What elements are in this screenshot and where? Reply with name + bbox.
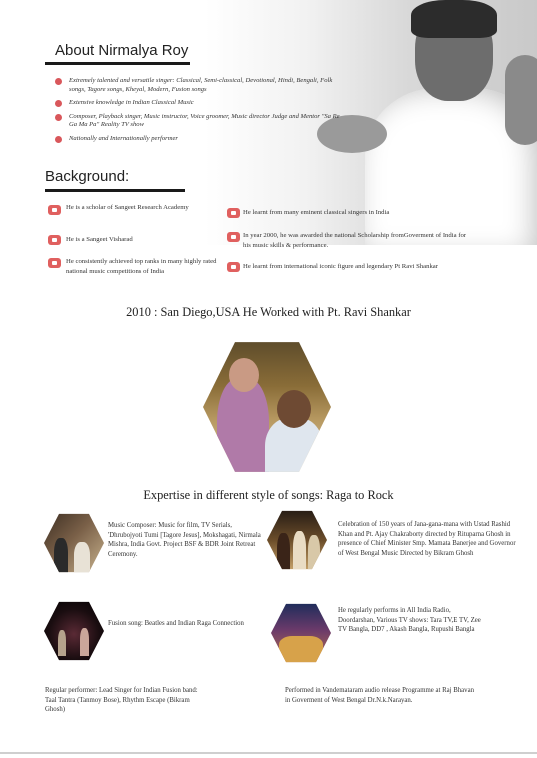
music-badge-icon [48,235,61,245]
tv-show-photo [271,602,331,664]
bullet-icon [55,114,62,121]
about-list [55,77,345,149]
music-badge-icon [227,208,240,218]
background-item: He learnt from international iconic figure and legendary Pt Ravi Shankar [243,263,438,270]
music-badge-icon [227,232,240,242]
photo-figure [293,531,306,571]
expertise-item: Fusion song: Beatles and Indian Raga Connection [108,620,244,627]
background-item: He is a scholar of Sangeet Research Academy [66,204,189,211]
photo-figure-head [277,390,311,428]
music-badge-icon [227,262,240,272]
photo-figure [80,628,89,656]
about-point: Composer, Playback singer, Music instructor, Voice groomer, Music director Judge and Mentor "Sa Re Ga Ma Pa" Reality TV show [55,113,345,130]
photo-figure [277,533,290,571]
background-heading: Background: [45,168,130,185]
about-point: Nationally and Internationally performer [55,135,345,144]
expertise-heading: Expertise in different style of songs: Raga to Rock [143,488,394,502]
background-item: In year 2000, he was awarded the national Scholarship fromGoverment of India for his music skills & performance. [243,232,467,249]
footer-note-right: Performed in Vandemataram audio release Programme at Raj Bhavan in Goverment of West Bengal Dr.N.k.Narayan. [285,687,474,704]
footer-note-left: Regular performer: Lead Singer for Indian Fusion band: Taal Tantra (Tanmoy Bose), Rhythm Escape (Bikram Ghosh) [45,687,198,714]
background-heading-rule [45,189,185,192]
about-point: Extensive knowledge in Indian Classical Music [55,99,345,108]
photo-figure-head [229,358,259,392]
background-item: He consistently achieved top ranks in many highly rated national music competitions of India [66,258,217,275]
stage-lights [279,636,323,664]
music-badge-icon [48,205,61,215]
about-point: Extremely talented and versatile singer: Classical, Semi-classical, Devotional, Hindi, Bengali, Folk songs, Tagore songs, Kheyal, Modern, Fusion songs [55,77,345,94]
highlight-heading: 2010 : San Diego,USA He Worked with Pt. Ravi Shankar [126,305,411,319]
fusion-concert-photo [44,600,104,662]
background-item: He learnt from many eminent classical singers in India [243,209,390,216]
about-heading: About Nirmalya Roy [55,42,189,59]
portrait-arm [505,55,537,145]
bullet-icon [55,100,62,107]
background-item: He is a Sangeet Visharad [66,236,133,243]
photo-figure [54,538,68,574]
photo-figure [74,542,90,574]
bullet-icon [55,78,62,85]
ravi-shankar-photo [203,338,331,476]
expertise-item: He regularly performs in All India Radio, Doordarshan, Various TV shows: Tara TV,E TV, Zee TV Bangla, DD7 , Akash Bangla, Rupushi Bangla [338,607,481,634]
about-heading-rule [45,62,190,65]
photo-figure [308,535,320,571]
portrait-hair [411,0,497,38]
bullet-icon [55,136,62,143]
expertise-item: Celebration of 150 years of Jana-gana-mana with Ustad Rashid Khan and Pt. Ajay Chakraborty directed by Rituparna Ghosh in presence of Chief Minister Smp. Mamata Banerjee and Governor of West Bengal Music Directed by Bikram Ghosh [338,521,516,557]
music-badge-icon [48,258,61,268]
celebration-photo [267,509,327,571]
expertise-item: Music Composer: Music for film, TV Serials, 'Dhrubojyoti Tumi [Tagore Jesus], Mokshagati, Nirmala Mishra, India Govt. Project BSF & BDR Joint Retreat Ceremony. [108,522,261,558]
page-bottom-rule [0,752,537,754]
photo-figure [58,630,66,656]
studio-photo [44,512,104,574]
photo-figure [217,378,269,476]
